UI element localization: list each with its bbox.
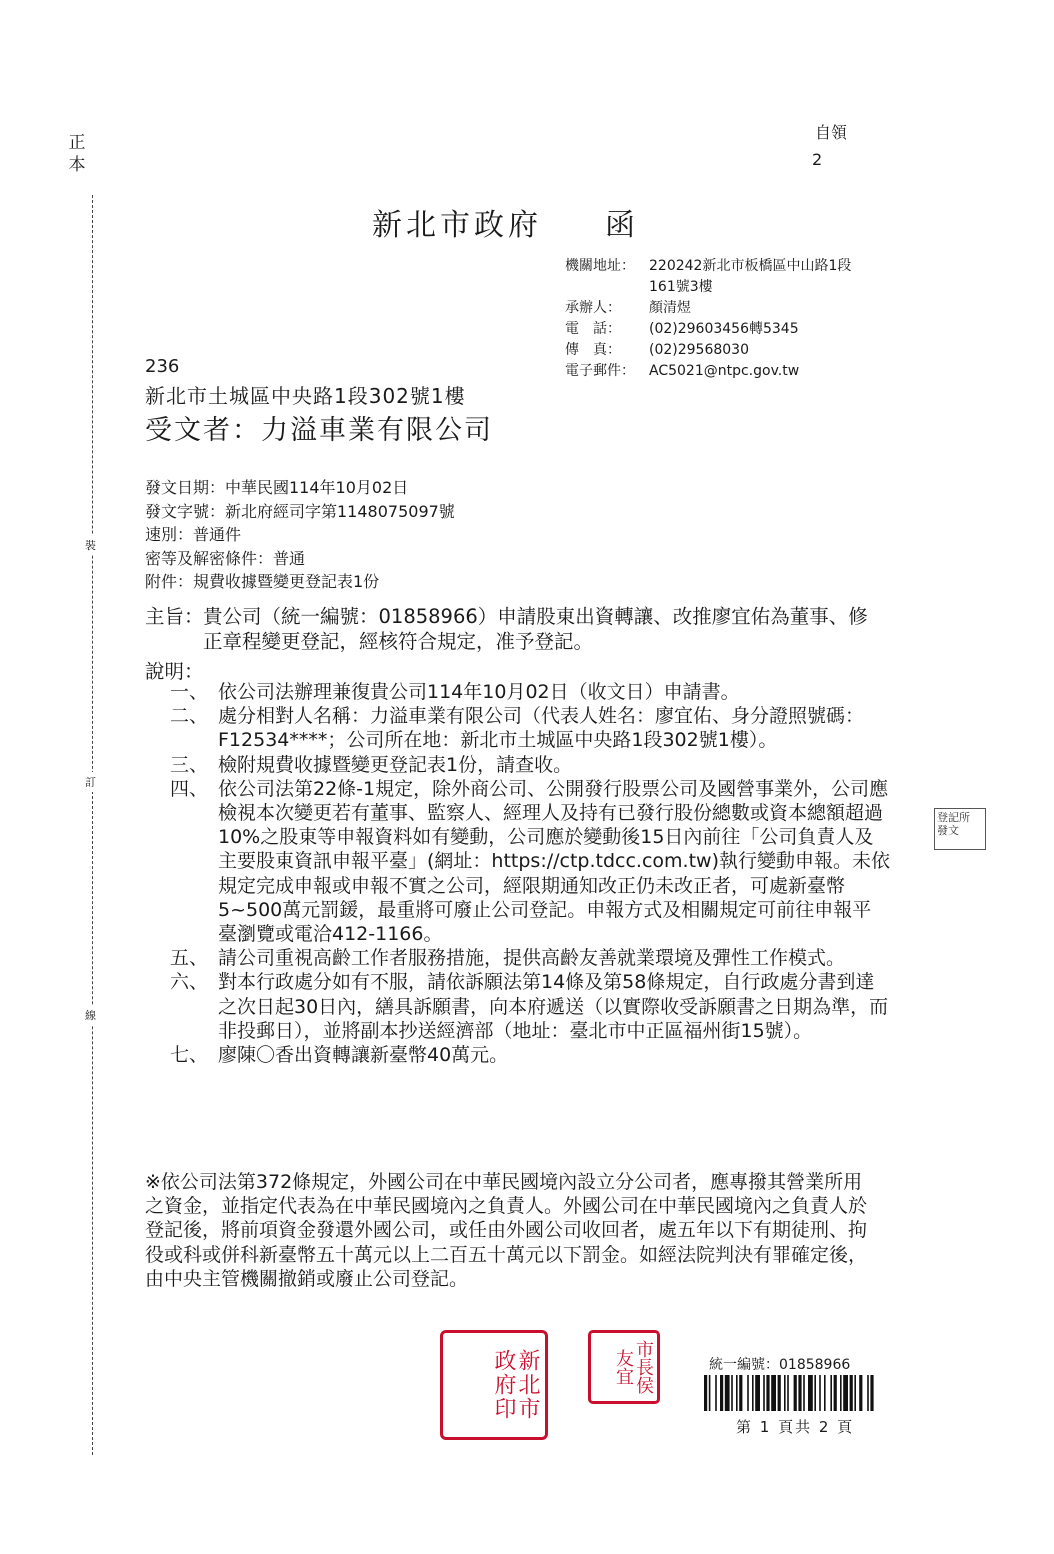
item-number: 一、: [170, 681, 209, 703]
delivery-speed: 速別：普通件: [145, 525, 242, 544]
subject-block: [145, 604, 885, 654]
subject-label: 主旨：: [145, 605, 204, 628]
barcode-bar: [794, 1375, 797, 1411]
receipt-stamp: 登記所 發文: [934, 808, 986, 850]
government-seal: 新北市政府印: [440, 1330, 548, 1440]
barcode-bar: [709, 1375, 711, 1411]
barcode-bar: [854, 1375, 856, 1411]
item-text: 請公司重視高齡工作者服務措施，提供高齡友善就業環境及彈性工作模式。: [218, 947, 846, 970]
page-indicator: 第 1 頁共 2 頁: [736, 1418, 855, 1436]
email-label: 電子郵件：: [565, 363, 635, 379]
list-item: [170, 680, 890, 704]
barcode-bar: [766, 1375, 769, 1411]
barcode-bar: [850, 1375, 853, 1411]
barcode-bar: [830, 1375, 832, 1411]
issue-date: 發文日期：中華民國114年10月02日: [145, 478, 409, 497]
agency-address-1: 220242新北市板橋區中山路1段: [649, 258, 852, 274]
barcode-bar: [834, 1375, 837, 1411]
barcode-bar: [725, 1375, 730, 1411]
barcode-bar: [787, 1375, 789, 1411]
list-item: [170, 704, 890, 752]
barcode-bar: [763, 1375, 765, 1411]
doc-type: 函: [605, 208, 635, 243]
list-item: [170, 753, 890, 777]
side-label-char: 本: [68, 155, 86, 175]
barcode-bar: [870, 1375, 873, 1411]
binding-line: [92, 195, 93, 1455]
binding-mark-bind: 裝: [85, 535, 96, 555]
item-number: 三、: [170, 753, 209, 776]
recipient-name: 受文者：力溢車業有限公司: [145, 415, 493, 446]
item-text: 依公司法第22條-1規定，除外商公司、公開發行股票公司及國營事業外，公司應檢視本次變更若有董事、監察人、經理人及持有已發行股份總數或資本總額超過10%之股東等申報資料如有變動，公司應於變動後15日內前往「公司負責人及主要股東資訊申報平臺」(網址：https://ctp.tdcc.com.tw)執行變動申報。未依規定完成申報或申報不實之公司，經限期通知改正仍未改正者，可處新臺幣5~500萬元罰鍰，最重將可廢止公司登記。申報方式及相關規定可前往申報平臺瀏覽或電洽412-1166。: [218, 777, 890, 946]
barcode-bar: [798, 1375, 801, 1411]
list-item: [170, 970, 890, 1043]
issuer-title: 新北市政府: [372, 208, 542, 243]
self-pickup-note: 自領: [815, 123, 848, 142]
doc-meta: [145, 476, 455, 594]
unified-number: 統一編號：01858966: [709, 1357, 851, 1373]
barcode-bar: [819, 1375, 821, 1411]
item-number: 七、: [170, 1044, 209, 1067]
secrecy-level: 密等及解密條件：普通: [145, 548, 306, 568]
item-text: 對本行政處分如有不服，請依訴願法第14條及第58條規定，自行政處分書到達之次日起30日內，繕具訴願書，向本府遞送（以實際收受訴願書之日期為準，而非投郵日），並將副本抄送經濟部（地址：臺北市中正區福州街15號）。: [218, 971, 889, 1042]
barcode-bar: [752, 1375, 754, 1411]
list-item: [170, 777, 890, 946]
barcode-bar: [814, 1375, 816, 1411]
barcode-bar: [715, 1375, 717, 1411]
barcode: [704, 1375, 940, 1411]
fax-label: 傳 真：: [565, 342, 621, 358]
original-copy-label: [68, 132, 86, 176]
recipient-address: 新北市土城區中央路1段302號1樓: [145, 384, 466, 408]
item-text: 廖陳〇香出資轉讓新臺幣40萬元。: [218, 1044, 509, 1067]
barcode-bar: [843, 1375, 848, 1411]
mayor-seal: 市長侯友宜: [588, 1330, 660, 1404]
barcode-bar: [824, 1375, 826, 1411]
item-number: 六、: [170, 971, 209, 994]
barcode-bar: [803, 1375, 805, 1411]
binding-mark-line: 線: [85, 1005, 96, 1025]
list-item: [170, 1043, 890, 1067]
barcode-bar: [808, 1375, 813, 1411]
doc-number: 發文字號：新北府經司字第1148075097號: [145, 501, 455, 521]
attachment: 附件：規費收據暨變更登記表1份: [145, 572, 380, 591]
barcode-bar: [859, 1375, 862, 1411]
copy-number: 2: [812, 150, 823, 169]
fax-number: (02)29568030: [649, 342, 749, 358]
recipient-zip: 236: [145, 356, 180, 377]
address-label: 機關地址：: [565, 258, 635, 274]
barcode-bar: [747, 1375, 749, 1411]
barcode-bar: [739, 1375, 742, 1411]
contact-block: [565, 256, 851, 382]
barcode-bar: [771, 1375, 776, 1411]
description-list: [170, 680, 890, 1067]
item-text: 處分相對人名稱：力溢車業有限公司（代表人姓名：廖宜佑、身分證照號碼：F12534****；公司所在地：新北市土城區中央路1段302號1樓）。: [218, 705, 865, 752]
item-text: 依公司法辦理兼復貴公司114年10月02日（收文日）申請書。: [218, 681, 740, 703]
legal-note: ※依公司法第372條規定，外國公司在中華民國境內設立分公司者，應專撥其營業所用之資金，並指定代表為在中華民國境內之負責人。外國公司在中華民國境內之負責人於登記後，將前項資金發還外國公司，或任由外國公司收回者，處五年以下有期徒刑、拘役或科或併科新臺幣五十萬元以上二百五十萬元以下罰金。如經法院判決有罪確定後，由中央主管機關撤銷或廢止公司登記。: [145, 1171, 868, 1290]
barcode-bar: [755, 1375, 760, 1411]
subject-text: 貴公司（統一編號：01858966）申請股東出資轉讓、改推廖宜佑為董事、修正章程變更登記，經核符合規定，准予登記。: [203, 605, 868, 653]
phone-number: (02)29603456轉5345: [649, 321, 799, 337]
barcode-bar: [720, 1375, 723, 1411]
phone-label: 電 話：: [565, 321, 621, 337]
barcode-bar: [784, 1375, 786, 1411]
binding-mark-staple: 訂: [85, 772, 96, 792]
barcode-bar: [731, 1375, 733, 1411]
agency-address-2: 161號3樓: [649, 279, 713, 295]
list-item: [170, 946, 890, 970]
barcode-bar: [867, 1375, 869, 1411]
item-text: 檢附規費收據暨變更登記表1份，請查收。: [218, 753, 573, 776]
item-number: 四、: [170, 777, 209, 800]
email-address: AC5021@ntpc.gov.tw: [649, 363, 800, 379]
item-number: 五、: [170, 947, 209, 970]
handler-label: 承辦人：: [565, 300, 621, 316]
barcode-bar: [736, 1375, 738, 1411]
barcode-bar: [840, 1375, 842, 1411]
barcode-bar: [704, 1375, 707, 1411]
item-number: 二、: [170, 705, 209, 728]
side-label-char: 正: [68, 133, 86, 153]
description-label: 說明：: [145, 660, 204, 683]
barcode-bar: [778, 1375, 781, 1411]
handler-name: 顏清煜: [649, 300, 691, 316]
